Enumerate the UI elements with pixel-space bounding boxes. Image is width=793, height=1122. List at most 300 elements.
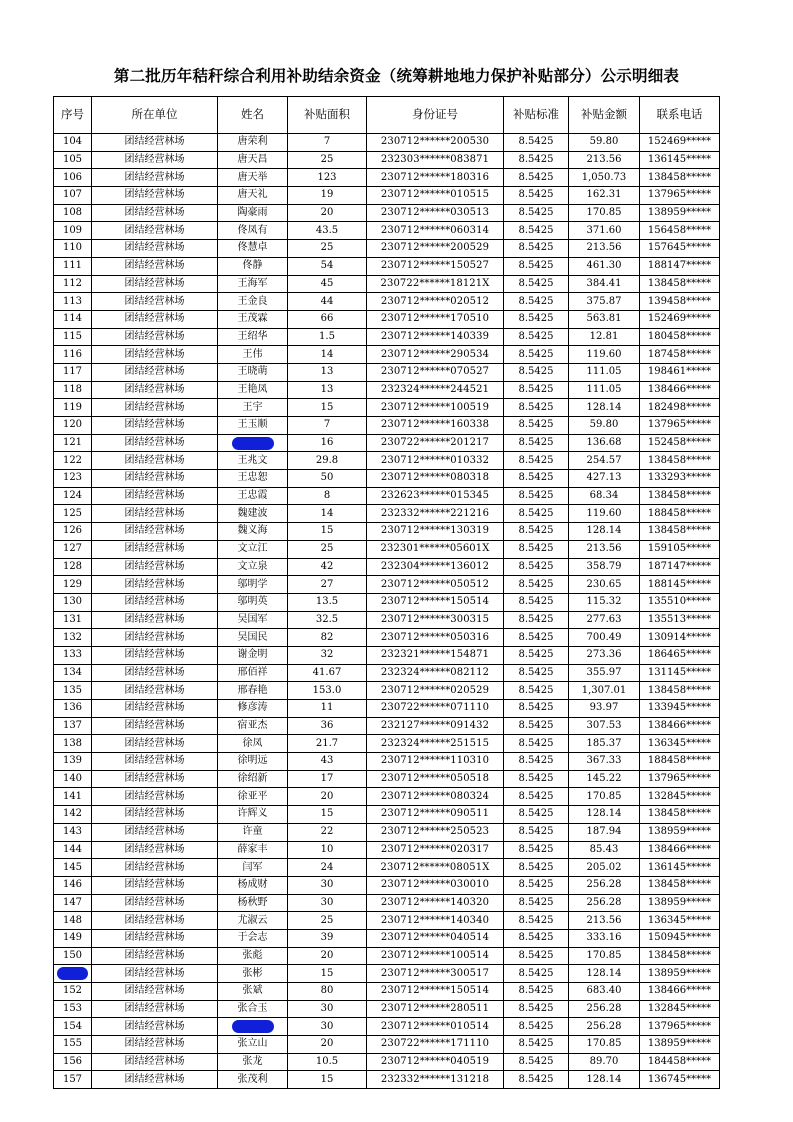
standard-cell: 8.5425 xyxy=(504,682,569,700)
standard-cell: 8.5425 xyxy=(504,646,569,664)
id-number-cell: 232324******251515 xyxy=(367,735,504,753)
area-cell: 20 xyxy=(288,788,367,806)
standard-cell: 8.5425 xyxy=(504,523,569,541)
id-number-cell: 232303******083871 xyxy=(367,151,504,169)
unit-cell: 团结经营林场 xyxy=(92,823,218,841)
standard-cell: 8.5425 xyxy=(504,434,569,452)
name-cell: 邢春艳 xyxy=(218,682,288,700)
area-cell: 7 xyxy=(288,134,367,152)
amount-cell: 93.97 xyxy=(569,700,640,718)
area-cell: 54 xyxy=(288,257,367,275)
amount-cell: 683.40 xyxy=(569,983,640,1001)
amount-cell: 358.79 xyxy=(569,558,640,576)
row-index: 128 xyxy=(54,558,92,576)
id-number-cell: 232321******154871 xyxy=(367,646,504,664)
phone-cell: 132845***** xyxy=(640,788,720,806)
id-number-cell: 230712******180316 xyxy=(367,169,504,187)
table-row xyxy=(54,983,720,1001)
phone-cell: 138458***** xyxy=(640,806,720,824)
id-number-cell: 230722******071110 xyxy=(367,700,504,718)
table-row xyxy=(54,523,720,541)
id-number-cell: 230712******010332 xyxy=(367,452,504,470)
name-cell: 闫军 xyxy=(218,859,288,877)
phone-cell: 138959***** xyxy=(640,823,720,841)
id-number-cell: 230712******200530 xyxy=(367,134,504,152)
table-row xyxy=(54,876,720,894)
id-number-cell: 232127******091432 xyxy=(367,717,504,735)
table-row xyxy=(54,204,720,222)
id-number-cell: 232324******082112 xyxy=(367,664,504,682)
unit-cell: 团结经营林场 xyxy=(92,293,218,311)
unit-cell: 团结经营林场 xyxy=(92,646,218,664)
row-index: 135 xyxy=(54,682,92,700)
table-row xyxy=(54,1018,720,1036)
id-number-cell: 230712******050316 xyxy=(367,629,504,647)
phone-cell: 186465***** xyxy=(640,646,720,664)
phone-cell: 138458***** xyxy=(640,452,720,470)
name-cell: 王绍华 xyxy=(218,328,288,346)
header-index: 序号 xyxy=(54,97,92,134)
standard-cell: 8.5425 xyxy=(504,611,569,629)
name-cell: 谢金明 xyxy=(218,646,288,664)
id-number-cell: 230712******010514 xyxy=(367,1018,504,1036)
name-cell: 邬明英 xyxy=(218,593,288,611)
table-row xyxy=(54,664,720,682)
name-cell: 王玉顺 xyxy=(218,417,288,435)
name-cell: 吴国民 xyxy=(218,629,288,647)
amount-cell: 68.34 xyxy=(569,487,640,505)
amount-cell: 256.28 xyxy=(569,1000,640,1018)
row-index: 154 xyxy=(54,1018,92,1036)
phone-cell: 152458***** xyxy=(640,434,720,452)
unit-cell: 团结经营林场 xyxy=(92,611,218,629)
amount-cell: 213.56 xyxy=(569,151,640,169)
phone-cell: 187458***** xyxy=(640,346,720,364)
table-row xyxy=(54,540,720,558)
unit-cell: 团结经营林场 xyxy=(92,240,218,258)
id-number-cell: 230712******140320 xyxy=(367,894,504,912)
name-cell: 于会志 xyxy=(218,929,288,947)
phone-cell: 138458***** xyxy=(640,947,720,965)
row-index: 109 xyxy=(54,222,92,240)
unit-cell: 团结经营林场 xyxy=(92,576,218,594)
row-index: 127 xyxy=(54,540,92,558)
area-cell: 25 xyxy=(288,912,367,930)
phone-cell: 184458***** xyxy=(640,1053,720,1071)
row-index: 117 xyxy=(54,363,92,381)
unit-cell: 团结经营林场 xyxy=(92,682,218,700)
standard-cell: 8.5425 xyxy=(504,487,569,505)
id-number-cell: 230722******201217 xyxy=(367,434,504,452)
area-cell: 32.5 xyxy=(288,611,367,629)
standard-cell: 8.5425 xyxy=(504,275,569,293)
id-number-cell: 230712******100519 xyxy=(367,399,504,417)
standard-cell: 8.5425 xyxy=(504,257,569,275)
id-number-cell: 230712******150514 xyxy=(367,593,504,611)
area-cell: 20 xyxy=(288,204,367,222)
area-cell: 30 xyxy=(288,1018,367,1036)
row-index: 132 xyxy=(54,629,92,647)
area-cell: 44 xyxy=(288,293,367,311)
amount-cell: 367.33 xyxy=(569,753,640,771)
name-cell: 邢佰祥 xyxy=(218,664,288,682)
table-row xyxy=(54,381,720,399)
unit-cell: 团结经营林场 xyxy=(92,717,218,735)
standard-cell: 8.5425 xyxy=(504,753,569,771)
id-number-cell: 230712******030513 xyxy=(367,204,504,222)
phone-cell: 138959***** xyxy=(640,894,720,912)
table-row xyxy=(54,346,720,364)
row-index: 106 xyxy=(54,169,92,187)
area-cell: 36 xyxy=(288,717,367,735)
standard-cell: 8.5425 xyxy=(504,134,569,152)
phone-cell: 135513***** xyxy=(640,611,720,629)
amount-cell: 162.31 xyxy=(569,187,640,205)
unit-cell: 团结经营林场 xyxy=(92,540,218,558)
amount-cell: 128.14 xyxy=(569,806,640,824)
name-cell: 邬明学 xyxy=(218,576,288,594)
phone-cell: 138959***** xyxy=(640,965,720,983)
row-index: 111 xyxy=(54,257,92,275)
area-cell: 19 xyxy=(288,187,367,205)
amount-cell: 170.85 xyxy=(569,788,640,806)
table-row xyxy=(54,770,720,788)
row-index: 110 xyxy=(54,240,92,258)
area-cell: 1.5 xyxy=(288,328,367,346)
area-cell: 10.5 xyxy=(288,1053,367,1071)
table-row xyxy=(54,134,720,152)
unit-cell: 团结经营林场 xyxy=(92,735,218,753)
phone-cell: 138458***** xyxy=(640,876,720,894)
row-index: 152 xyxy=(54,983,92,1001)
amount-cell: 89.70 xyxy=(569,1053,640,1071)
table-row xyxy=(54,470,720,488)
standard-cell: 8.5425 xyxy=(504,983,569,1001)
name-cell: 王茂霖 xyxy=(218,310,288,328)
area-cell: 66 xyxy=(288,310,367,328)
table-row xyxy=(54,929,720,947)
phone-cell: 135510***** xyxy=(640,593,720,611)
unit-cell: 团结经营林场 xyxy=(92,1018,218,1036)
id-number-cell: 230712******290534 xyxy=(367,346,504,364)
table-row xyxy=(54,222,720,240)
standard-cell: 8.5425 xyxy=(504,629,569,647)
unit-cell: 团结经营林场 xyxy=(92,929,218,947)
id-number-cell: 230712******160338 xyxy=(367,417,504,435)
name-cell: 张彬 xyxy=(218,965,288,983)
row-index: 105 xyxy=(54,151,92,169)
area-cell: 27 xyxy=(288,576,367,594)
amount-cell: 85.43 xyxy=(569,841,640,859)
table-row xyxy=(54,487,720,505)
phone-cell: 138458***** xyxy=(640,275,720,293)
row-index: 137 xyxy=(54,717,92,735)
amount-cell: 128.14 xyxy=(569,523,640,541)
row-index: 115 xyxy=(54,328,92,346)
amount-cell: 205.02 xyxy=(569,859,640,877)
name-cell: 许童 xyxy=(218,823,288,841)
header-unit: 所在单位 xyxy=(92,97,218,134)
name-cell: 尤淑云 xyxy=(218,912,288,930)
amount-cell: 59.80 xyxy=(569,417,640,435)
area-cell: 16 xyxy=(288,434,367,452)
amount-cell: 384.41 xyxy=(569,275,640,293)
standard-cell: 8.5425 xyxy=(504,894,569,912)
standard-cell: 8.5425 xyxy=(504,540,569,558)
area-cell: 29.8 xyxy=(288,452,367,470)
table-row xyxy=(54,399,720,417)
amount-cell: 256.28 xyxy=(569,1018,640,1036)
id-number-cell: 230712******020529 xyxy=(367,682,504,700)
row-index: 119 xyxy=(54,399,92,417)
unit-cell: 团结经营林场 xyxy=(92,894,218,912)
row-index: 144 xyxy=(54,841,92,859)
unit-cell: 团结经营林场 xyxy=(92,187,218,205)
unit-cell: 团结经营林场 xyxy=(92,434,218,452)
row-index: 104 xyxy=(54,134,92,152)
row-index: 120 xyxy=(54,417,92,435)
standard-cell: 8.5425 xyxy=(504,664,569,682)
amount-cell: 371.60 xyxy=(569,222,640,240)
area-cell: 32 xyxy=(288,646,367,664)
amount-cell: 119.60 xyxy=(569,346,640,364)
unit-cell: 团结经营林场 xyxy=(92,505,218,523)
unit-cell: 团结经营林场 xyxy=(92,363,218,381)
area-cell: 13 xyxy=(288,381,367,399)
unit-cell: 团结经营林场 xyxy=(92,558,218,576)
id-number-cell: 230712******010515 xyxy=(367,187,504,205)
phone-cell: 138458***** xyxy=(640,169,720,187)
standard-cell: 8.5425 xyxy=(504,1053,569,1071)
amount-cell: 273.36 xyxy=(569,646,640,664)
id-number-cell: 230712******300517 xyxy=(367,965,504,983)
area-cell: 24 xyxy=(288,859,367,877)
standard-cell: 8.5425 xyxy=(504,293,569,311)
area-cell: 17 xyxy=(288,770,367,788)
phone-cell: 198461***** xyxy=(640,363,720,381)
amount-cell: 256.28 xyxy=(569,894,640,912)
table-row xyxy=(54,646,720,664)
name-cell: 佟凤有 xyxy=(218,222,288,240)
id-number-cell: 230722******18121X xyxy=(367,275,504,293)
name-cell: 张合玉 xyxy=(218,1000,288,1018)
table-row xyxy=(54,293,720,311)
area-cell: 43.5 xyxy=(288,222,367,240)
row-index: 150 xyxy=(54,947,92,965)
unit-cell: 团结经营林场 xyxy=(92,381,218,399)
phone-cell: 136145***** xyxy=(640,859,720,877)
standard-cell: 8.5425 xyxy=(504,717,569,735)
amount-cell: 115.32 xyxy=(569,593,640,611)
page-title: 第二批历年秸秆综合利用补助结余资金（统筹耕地地力保护补贴部分）公示明细表 xyxy=(113,67,680,85)
amount-cell: 700.49 xyxy=(569,629,640,647)
standard-cell: 8.5425 xyxy=(504,929,569,947)
unit-cell: 团结经营林场 xyxy=(92,169,218,187)
area-cell: 20 xyxy=(288,1036,367,1054)
area-cell: 82 xyxy=(288,629,367,647)
area-cell: 45 xyxy=(288,275,367,293)
id-number-cell: 230712******08051X xyxy=(367,859,504,877)
amount-cell: 12.81 xyxy=(569,328,640,346)
name-cell: 修彦涛 xyxy=(218,700,288,718)
name-cell: 杨成财 xyxy=(218,876,288,894)
id-number-cell: 230712******170510 xyxy=(367,310,504,328)
table-row xyxy=(54,700,720,718)
amount-cell: 1,050.73 xyxy=(569,169,640,187)
row-index: 143 xyxy=(54,823,92,841)
header-standard: 补贴标准 xyxy=(504,97,569,134)
name-cell: 王金良 xyxy=(218,293,288,311)
id-number-cell: 232301******05601X xyxy=(367,540,504,558)
amount-cell: 187.94 xyxy=(569,823,640,841)
phone-cell: 133945***** xyxy=(640,700,720,718)
id-number-cell: 230712******140340 xyxy=(367,912,504,930)
phone-cell: 152469***** xyxy=(640,310,720,328)
area-cell: 15 xyxy=(288,399,367,417)
row-index: 155 xyxy=(54,1036,92,1054)
unit-cell: 团结经营林场 xyxy=(92,664,218,682)
amount-cell: 427.13 xyxy=(569,470,640,488)
name-cell: 许辉义 xyxy=(218,806,288,824)
id-number-cell: 230712******070527 xyxy=(367,363,504,381)
table-row xyxy=(54,151,720,169)
area-cell: 10 xyxy=(288,841,367,859)
standard-cell: 8.5425 xyxy=(504,505,569,523)
standard-cell: 8.5425 xyxy=(504,558,569,576)
amount-cell: 145.22 xyxy=(569,770,640,788)
standard-cell: 8.5425 xyxy=(504,381,569,399)
unit-cell: 团结经营林场 xyxy=(92,523,218,541)
row-index: 122 xyxy=(54,452,92,470)
name-cell: 文立泉 xyxy=(218,558,288,576)
standard-cell: 8.5425 xyxy=(504,187,569,205)
phone-cell: 156458***** xyxy=(640,222,720,240)
area-cell: 13 xyxy=(288,363,367,381)
table-row xyxy=(54,505,720,523)
row-index: 123 xyxy=(54,470,92,488)
header-name: 姓名 xyxy=(218,97,288,134)
row-index: 108 xyxy=(54,204,92,222)
amount-cell: 254.57 xyxy=(569,452,640,470)
table-row xyxy=(54,717,720,735)
id-number-cell: 230712******150514 xyxy=(367,983,504,1001)
table-row xyxy=(54,257,720,275)
unit-cell: 团结经营林场 xyxy=(92,700,218,718)
header-id-number: 身份证号 xyxy=(367,97,504,134)
id-number-cell: 230712******090511 xyxy=(367,806,504,824)
area-cell: 25 xyxy=(288,240,367,258)
unit-cell: 团结经营林场 xyxy=(92,452,218,470)
area-cell: 13.5 xyxy=(288,593,367,611)
amount-cell: 375.87 xyxy=(569,293,640,311)
id-number-cell: 232623******015345 xyxy=(367,487,504,505)
standard-cell: 8.5425 xyxy=(504,859,569,877)
standard-cell: 8.5425 xyxy=(504,823,569,841)
name-cell: 张龙 xyxy=(218,1053,288,1071)
unit-cell: 团结经营林场 xyxy=(92,1071,218,1089)
unit-cell: 团结经营林场 xyxy=(92,204,218,222)
unit-cell: 团结经营林场 xyxy=(92,399,218,417)
standard-cell: 8.5425 xyxy=(504,735,569,753)
amount-cell: 111.05 xyxy=(569,363,640,381)
row-index: 153 xyxy=(54,1000,92,1018)
area-cell: 25 xyxy=(288,540,367,558)
amount-cell: 230.65 xyxy=(569,576,640,594)
phone-cell: 132845***** xyxy=(640,1000,720,1018)
id-number-cell: 230712******040514 xyxy=(367,929,504,947)
amount-cell: 128.14 xyxy=(569,1071,640,1089)
standard-cell: 8.5425 xyxy=(504,876,569,894)
amount-cell: 461.30 xyxy=(569,257,640,275)
phone-cell: 139458***** xyxy=(640,293,720,311)
header-phone: 联系电话 xyxy=(640,97,720,134)
row-index: 114 xyxy=(54,310,92,328)
row-index: 129 xyxy=(54,576,92,594)
amount-cell: 170.85 xyxy=(569,1036,640,1054)
table-row xyxy=(54,240,720,258)
phone-cell: 138458***** xyxy=(640,487,720,505)
area-cell: 41.67 xyxy=(288,664,367,682)
table-row xyxy=(54,417,720,435)
phone-cell: 188458***** xyxy=(640,753,720,771)
area-cell: 30 xyxy=(288,1000,367,1018)
amount-cell: 128.14 xyxy=(569,399,640,417)
table-body xyxy=(54,134,720,1089)
name-cell: 张茂利 xyxy=(218,1071,288,1089)
phone-cell: 180458***** xyxy=(640,328,720,346)
area-cell: 14 xyxy=(288,346,367,364)
row-index: 148 xyxy=(54,912,92,930)
table-row xyxy=(54,611,720,629)
name-cell: 杨秋野 xyxy=(218,894,288,912)
name-cell: 王晓萌 xyxy=(218,363,288,381)
area-cell: 20 xyxy=(288,947,367,965)
unit-cell: 团结经营林场 xyxy=(92,1053,218,1071)
standard-cell: 8.5425 xyxy=(504,788,569,806)
standard-cell: 8.5425 xyxy=(504,328,569,346)
unit-cell: 团结经营林场 xyxy=(92,859,218,877)
phone-cell: 138458***** xyxy=(640,682,720,700)
name-cell: 徐明远 xyxy=(218,753,288,771)
id-number-cell: 230712******110310 xyxy=(367,753,504,771)
area-cell: 50 xyxy=(288,470,367,488)
phone-cell: 152469***** xyxy=(640,134,720,152)
id-number-cell: 230712******020512 xyxy=(367,293,504,311)
unit-cell: 团结经营林场 xyxy=(92,134,218,152)
row-index: 156 xyxy=(54,1053,92,1071)
unit-cell: 团结经营林场 xyxy=(92,912,218,930)
unit-cell: 团结经营林场 xyxy=(92,470,218,488)
table-row xyxy=(54,841,720,859)
unit-cell: 团结经营林场 xyxy=(92,257,218,275)
phone-cell: 136145***** xyxy=(640,151,720,169)
table-row xyxy=(54,735,720,753)
unit-cell: 团结经营林场 xyxy=(92,753,218,771)
unit-cell: 团结经营林场 xyxy=(92,806,218,824)
phone-cell: 138959***** xyxy=(640,1036,720,1054)
row-index: 138 xyxy=(54,735,92,753)
standard-cell: 8.5425 xyxy=(504,470,569,488)
row-index: 157 xyxy=(54,1071,92,1089)
id-number-cell: 230712******280511 xyxy=(367,1000,504,1018)
row-index: 118 xyxy=(54,381,92,399)
id-number-cell: 230712******130319 xyxy=(367,523,504,541)
unit-cell: 团结经营林场 xyxy=(92,788,218,806)
standard-cell: 8.5425 xyxy=(504,1018,569,1036)
id-number-cell: 230712******060314 xyxy=(367,222,504,240)
table-row xyxy=(54,912,720,930)
amount-cell: 307.53 xyxy=(569,717,640,735)
